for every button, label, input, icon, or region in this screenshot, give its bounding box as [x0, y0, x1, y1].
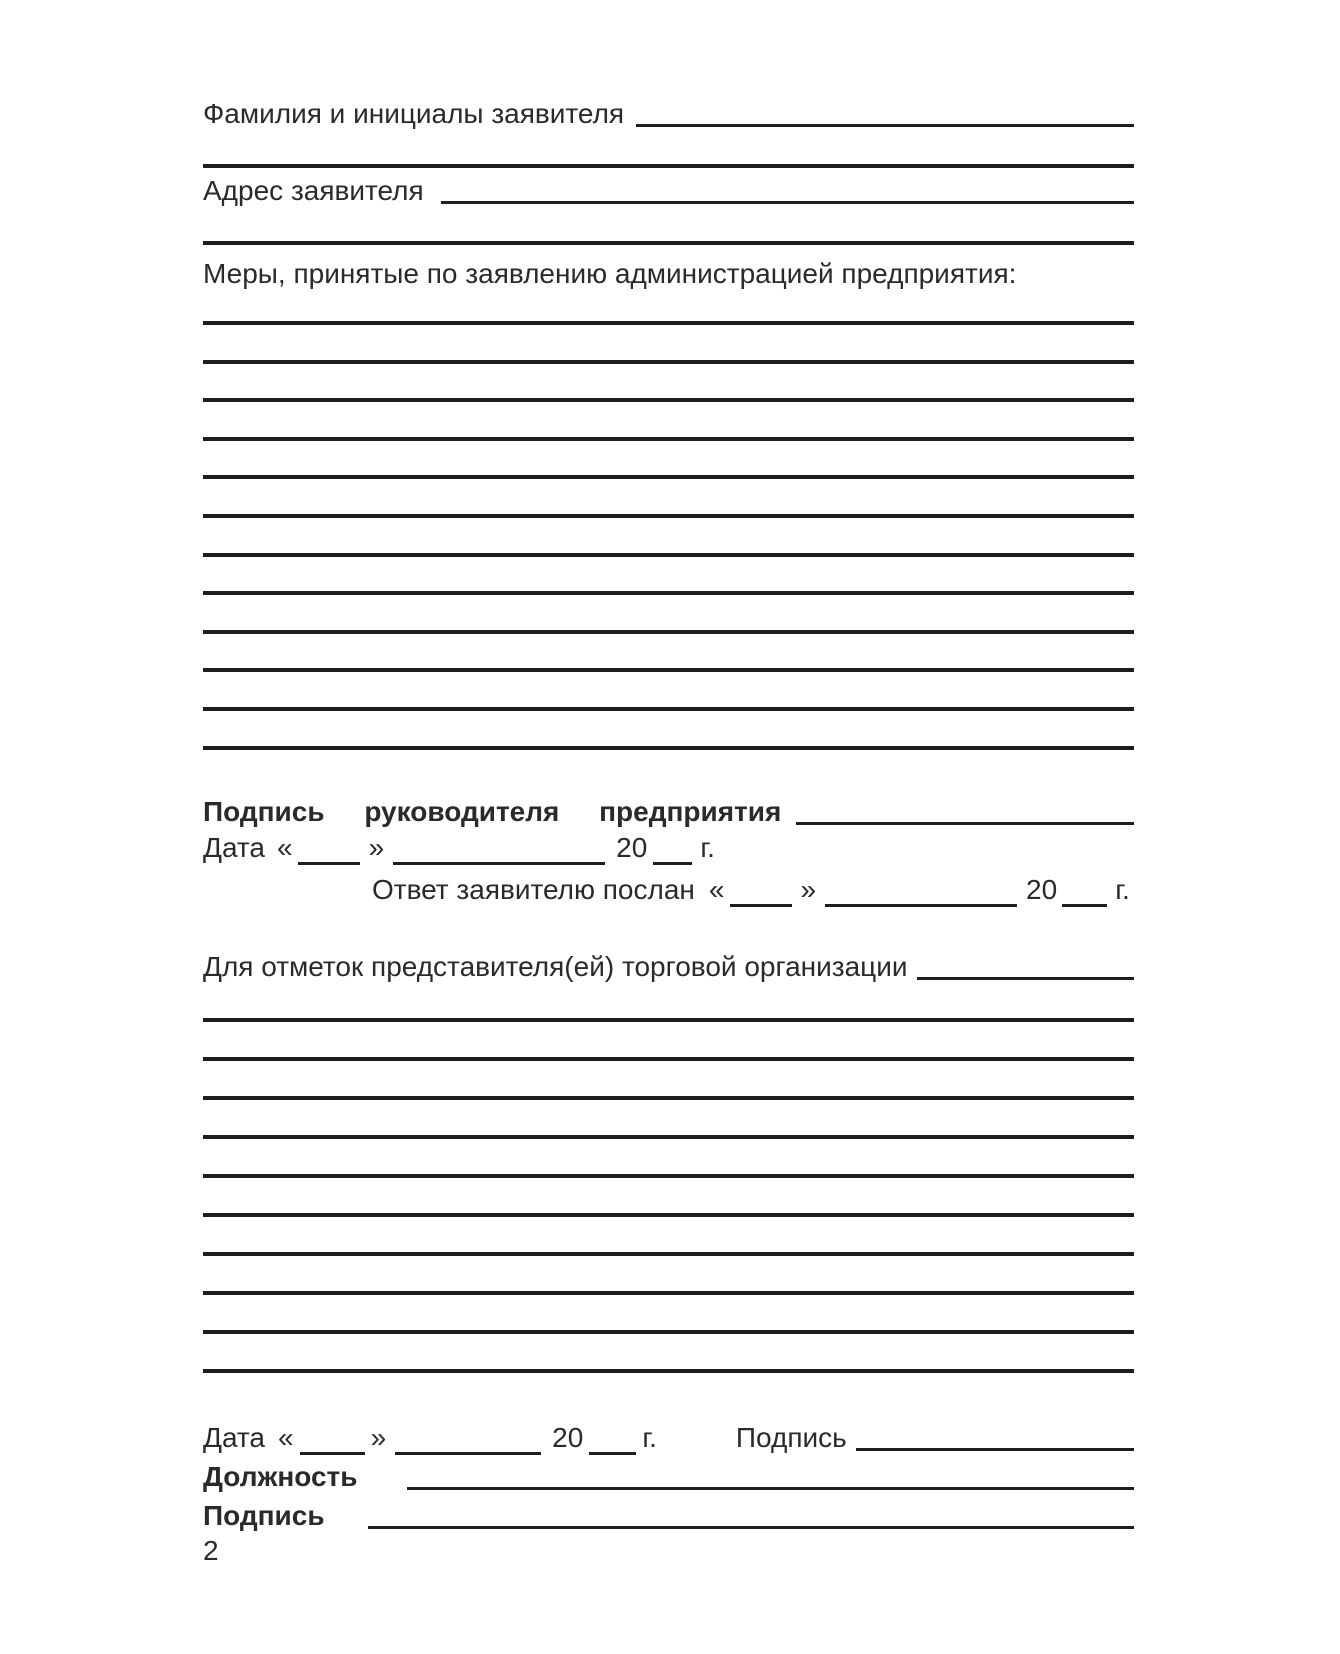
signature-row — [203, 1499, 1134, 1533]
applicant-address-row — [203, 174, 1134, 208]
head-signature-label: Подпись руководителя предприятия — [203, 796, 782, 827]
ruled-line — [203, 1213, 1134, 1217]
signature-label: Подпись — [735, 1422, 847, 1453]
trade-org-label: Для отметок представителя(ей) торговой организации — [203, 951, 908, 982]
ruled-line — [203, 164, 1134, 168]
day-blank — [730, 904, 792, 907]
ruled-line — [203, 398, 1134, 402]
date-label: Дата — [203, 1422, 266, 1453]
close-quote: » — [370, 1422, 387, 1453]
position-label: Должность — [203, 1461, 358, 1492]
ruled-line — [203, 1252, 1134, 1256]
head-signature-blank-line — [796, 822, 1134, 825]
reply-sent-label: Ответ заявителю послан — [372, 874, 695, 905]
signature-blank-line — [368, 1526, 1134, 1529]
ruled-line — [203, 241, 1134, 245]
year-abbr: г. — [1115, 874, 1130, 905]
century-prefix: 20 — [1026, 874, 1058, 905]
measures-blank-lines — [203, 321, 1134, 784]
ruled-line — [203, 1330, 1134, 1334]
century-prefix: 20 — [552, 1422, 584, 1453]
year-blank — [653, 862, 692, 865]
month-blank — [393, 862, 605, 865]
ruled-line — [203, 553, 1134, 557]
ruled-line — [203, 321, 1134, 325]
ruled-line — [203, 1135, 1134, 1139]
year-abbr: г. — [642, 1422, 657, 1453]
applicant-name-blank-line — [636, 124, 1134, 127]
ruled-line — [203, 1369, 1134, 1373]
close-quote: » — [800, 874, 817, 905]
ruled-line — [203, 1018, 1134, 1022]
ruled-line — [203, 360, 1134, 364]
year-abbr: г. — [700, 832, 715, 863]
open-quote: « — [277, 832, 293, 863]
ruled-line — [203, 746, 1134, 750]
date-label: Дата — [203, 832, 266, 863]
trade-org-blank-line — [917, 977, 1134, 980]
ruled-line — [203, 1291, 1134, 1295]
page-number: 2 — [203, 1535, 219, 1566]
year-blank — [589, 1452, 636, 1455]
bottom-date-row — [203, 1421, 1134, 1455]
applicant-address-blank-line — [441, 201, 1134, 204]
ruled-line — [203, 668, 1134, 672]
close-quote: » — [368, 832, 385, 863]
position-blank-line — [407, 1487, 1134, 1490]
ruled-line — [203, 630, 1134, 634]
signature-blank-line — [856, 1448, 1134, 1451]
date-row — [203, 831, 1134, 865]
ruled-line — [203, 437, 1134, 441]
applicant-name-row — [203, 97, 1134, 131]
position-row — [203, 1460, 1134, 1494]
open-quote: « — [278, 1422, 294, 1453]
century-prefix: 20 — [616, 832, 648, 863]
signature-label: Подпись — [203, 1500, 325, 1531]
ruled-line — [203, 1057, 1134, 1061]
ruled-line — [203, 707, 1134, 711]
trade-org-blank-lines — [203, 1018, 1134, 1408]
month-blank — [395, 1452, 541, 1455]
ruled-line — [203, 591, 1134, 595]
ruled-line — [203, 1174, 1134, 1178]
day-blank — [298, 862, 360, 865]
day-blank — [300, 1452, 365, 1455]
head-signature-row — [203, 795, 1134, 829]
reply-sent-row — [203, 873, 1134, 907]
month-blank — [825, 904, 1017, 907]
trade-org-row — [203, 950, 1134, 984]
applicant-name-label: Фамилия и инициалы заявителя — [203, 98, 625, 129]
open-quote: « — [708, 874, 725, 905]
measures-label: Меры, принятые по заявлению администрацией предприятия: — [203, 258, 1017, 289]
ruled-line — [203, 475, 1134, 479]
ruled-line — [203, 1096, 1134, 1100]
ruled-line — [203, 514, 1134, 518]
year-blank — [1062, 904, 1107, 907]
measures-row — [203, 257, 1134, 291]
applicant-address-label: Адрес заявителя — [203, 175, 424, 206]
